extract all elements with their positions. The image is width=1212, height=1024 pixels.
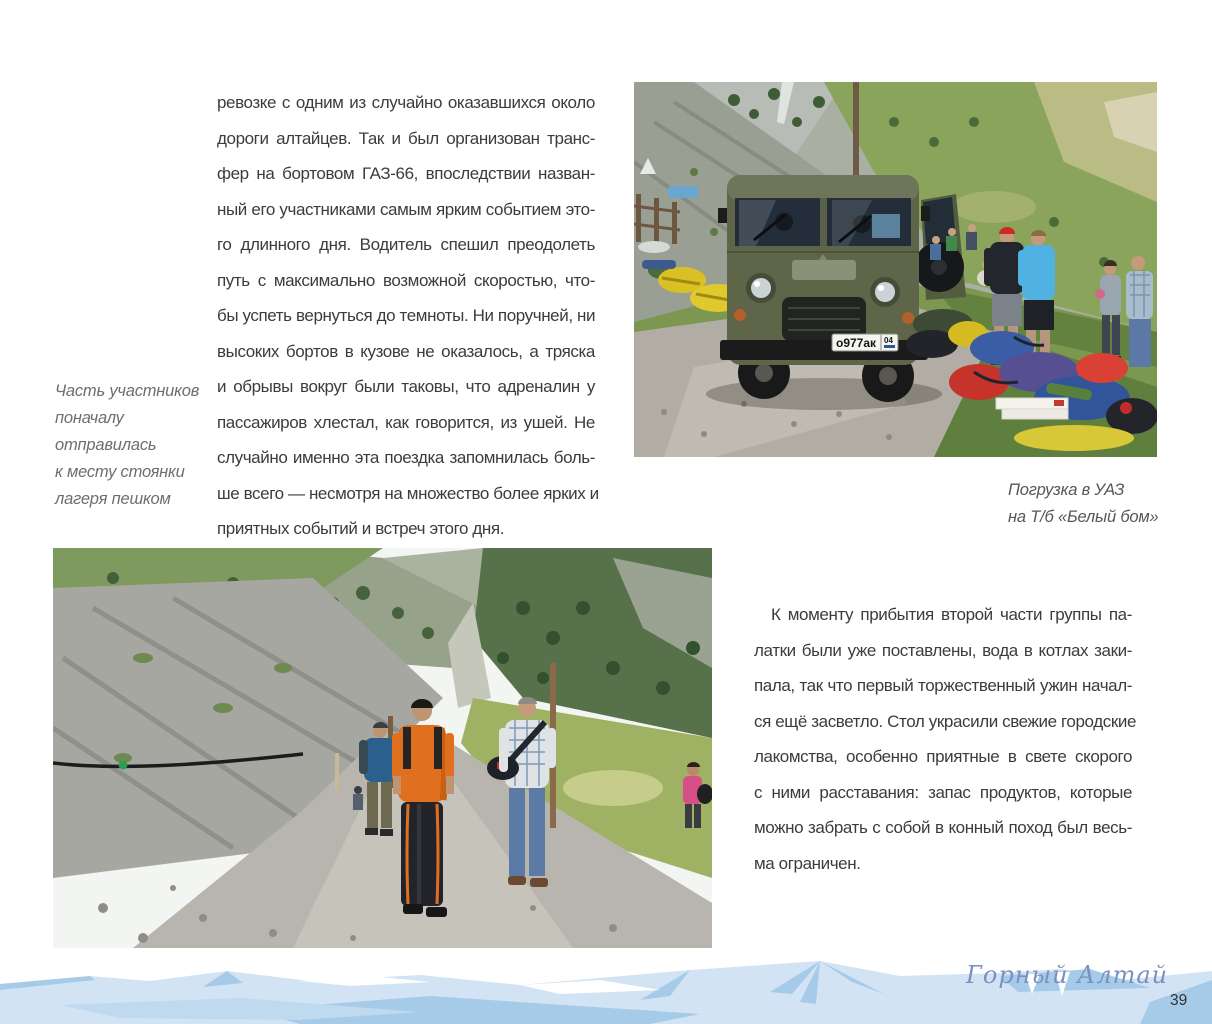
text-line: го длинного дня. Водитель спешил преодолеть: [217, 235, 595, 254]
photo-uaz-loading: [634, 82, 1157, 457]
text-line: пала, так что первый торжественный ужин начал-: [754, 676, 1132, 695]
text-line: ся ещё засветло. Стол украсили свежие городские: [754, 711, 1137, 731]
caption-line: лагеря пешком: [55, 490, 171, 508]
text-line: пассажиров хлестал, как говорится, из ушей. Не: [217, 412, 595, 432]
caption-line: к месту стоянки: [55, 463, 185, 481]
brand-logotype: Горный Алтай: [966, 961, 1169, 989]
page-number: 39: [1170, 992, 1188, 1009]
text-line: высоких бортов в кузове не оказалось, а тряска: [217, 341, 595, 361]
text-line: ревозке с одним из случайно оказавшихся около: [217, 93, 595, 112]
plate-region: 04: [884, 336, 893, 345]
text-line: приятных событий и встреч этого дня.: [217, 519, 505, 538]
person-far-right: [1126, 256, 1153, 367]
text-line: и обрывы вокруг были таковы, что адреналин у: [217, 377, 595, 396]
plate-number: о977ак: [836, 336, 877, 350]
text-line: К моменту прибытия второй части группы па-: [771, 605, 1132, 624]
text-line: путь с максимально возможной скоростью, что-: [217, 270, 595, 290]
margin-caption: [55, 378, 215, 513]
uaz-photo-art: [634, 82, 1157, 457]
text-line: ный его участниками самым ярким событием это-: [217, 199, 595, 219]
text-line: бы успеть вернуться до темноты. Ни поручней, ни: [217, 306, 596, 325]
photo-caption: [1008, 477, 1158, 531]
body-text-right-column: [754, 597, 1137, 881]
text-line: латки были уже поставлены, вода в котлах заки-: [754, 640, 1132, 660]
caption-line: Часть участников: [55, 382, 200, 400]
text-line: можно забрать с собой в конный поход был весь-: [754, 818, 1132, 837]
text-line: дороги алтайцев. Так и был организован транс-: [217, 128, 595, 148]
text-line: ше всего — несмотря на множество более ярких и: [217, 483, 599, 503]
caption-line: отправилась: [55, 436, 157, 454]
caption-line: на Т/б «Белый бом»: [1008, 508, 1159, 526]
caption-line: поначалу: [55, 409, 124, 427]
text-line: фер на бортовом ГАЗ-66, впоследствии назван-: [217, 164, 595, 183]
text-line: случайно именно эта поездка запомнилась боль-: [217, 448, 595, 467]
blue-tarp: [668, 186, 698, 198]
caption-line: Погрузка в УАЗ: [1008, 481, 1125, 499]
text-line: с ними расставания: запас продуктов, которые: [754, 782, 1132, 802]
hikers-photo-art: [53, 548, 712, 948]
license-plate: [832, 334, 898, 351]
body-text-left-column: [217, 85, 599, 547]
text-line: ма ограничен.: [754, 853, 861, 873]
photo-hikers-road: [53, 548, 712, 948]
text-line: лакомства, особенно приятные в свете скорого: [754, 747, 1132, 766]
